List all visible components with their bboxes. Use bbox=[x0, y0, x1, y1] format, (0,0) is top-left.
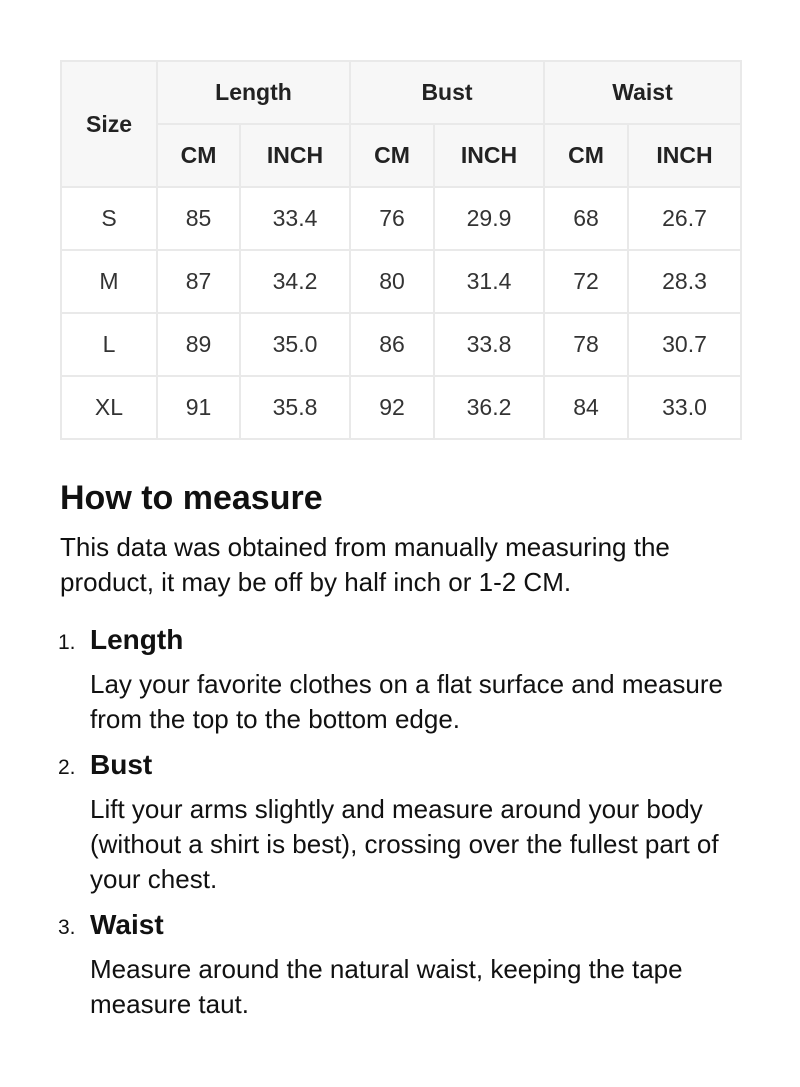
length-cm-cell: 91 bbox=[157, 376, 240, 439]
waist-cm-cell: 78 bbox=[544, 313, 628, 376]
step-number: 1. bbox=[58, 631, 76, 654]
table-header-row bbox=[61, 61, 741, 124]
bust-inch-cell: 29.9 bbox=[434, 187, 544, 250]
step-title: Length bbox=[90, 624, 184, 655]
list-item bbox=[60, 747, 750, 897]
table-row bbox=[61, 187, 741, 250]
length-cm-cell: 89 bbox=[157, 313, 240, 376]
list-item bbox=[60, 907, 750, 1022]
how-to-measure-section bbox=[60, 476, 750, 1032]
step-number: 2. bbox=[58, 756, 76, 779]
bust-cm-cell: 80 bbox=[350, 250, 434, 313]
length-cm-header: CM bbox=[157, 124, 240, 187]
waist-cm-cell: 72 bbox=[544, 250, 628, 313]
length-inch-cell: 35.0 bbox=[240, 313, 350, 376]
size-chart-table bbox=[60, 60, 742, 440]
step-description: Measure around the natural waist, keeping the tape measure taut. bbox=[90, 954, 683, 1019]
bust-group-header: Bust bbox=[350, 61, 544, 124]
table-row bbox=[61, 376, 741, 439]
length-inch-header: INCH bbox=[240, 124, 350, 187]
waist-cm-header: CM bbox=[544, 124, 628, 187]
size-cell: M bbox=[61, 250, 157, 313]
size-cell: S bbox=[61, 187, 157, 250]
length-inch-cell: 33.4 bbox=[240, 187, 350, 250]
waist-inch-header: INCH bbox=[628, 124, 741, 187]
step-title: Bust bbox=[90, 749, 153, 780]
step-number: 3. bbox=[58, 916, 76, 939]
waist-group-header: Waist bbox=[544, 61, 741, 124]
bust-cm-header: CM bbox=[350, 124, 434, 187]
table-row bbox=[61, 313, 741, 376]
step-description: Lift your arms slightly and measure around your body (without a shirt is best), crossing over the fullest part of your chest. bbox=[90, 794, 719, 894]
bust-inch-header: INCH bbox=[434, 124, 544, 187]
list-item bbox=[60, 622, 750, 737]
table-row bbox=[61, 250, 741, 313]
length-cm-cell: 85 bbox=[157, 187, 240, 250]
bust-inch-cell: 36.2 bbox=[434, 376, 544, 439]
size-cell: L bbox=[61, 313, 157, 376]
bust-inch-cell: 33.8 bbox=[434, 313, 544, 376]
size-cell: XL bbox=[61, 376, 157, 439]
intro-text: This data was obtained from manually measuring the product, it may be off by half inch or 1-2 CM. bbox=[60, 532, 670, 597]
section-heading: How to measure bbox=[60, 479, 323, 517]
waist-inch-cell: 33.0 bbox=[628, 376, 741, 439]
step-description: Lay your favorite clothes on a flat surface and measure from the top to the bottom edge. bbox=[90, 669, 724, 734]
bust-cm-cell: 92 bbox=[350, 376, 434, 439]
size-column-header: Size bbox=[61, 61, 157, 187]
waist-cm-cell: 68 bbox=[544, 187, 628, 250]
length-inch-cell: 35.8 bbox=[240, 376, 350, 439]
step-title: Waist bbox=[90, 909, 164, 940]
waist-inch-cell: 26.7 bbox=[628, 187, 741, 250]
length-inch-cell: 34.2 bbox=[240, 250, 350, 313]
waist-cm-cell: 84 bbox=[544, 376, 628, 439]
length-group-header: Length bbox=[157, 61, 350, 124]
bust-cm-cell: 76 bbox=[350, 187, 434, 250]
bust-cm-cell: 86 bbox=[350, 313, 434, 376]
waist-inch-cell: 30.7 bbox=[628, 313, 741, 376]
bust-inch-cell: 31.4 bbox=[434, 250, 544, 313]
length-cm-cell: 87 bbox=[157, 250, 240, 313]
waist-inch-cell: 28.3 bbox=[628, 250, 741, 313]
table-unit-row bbox=[61, 124, 741, 187]
measure-steps-list bbox=[60, 622, 750, 1022]
